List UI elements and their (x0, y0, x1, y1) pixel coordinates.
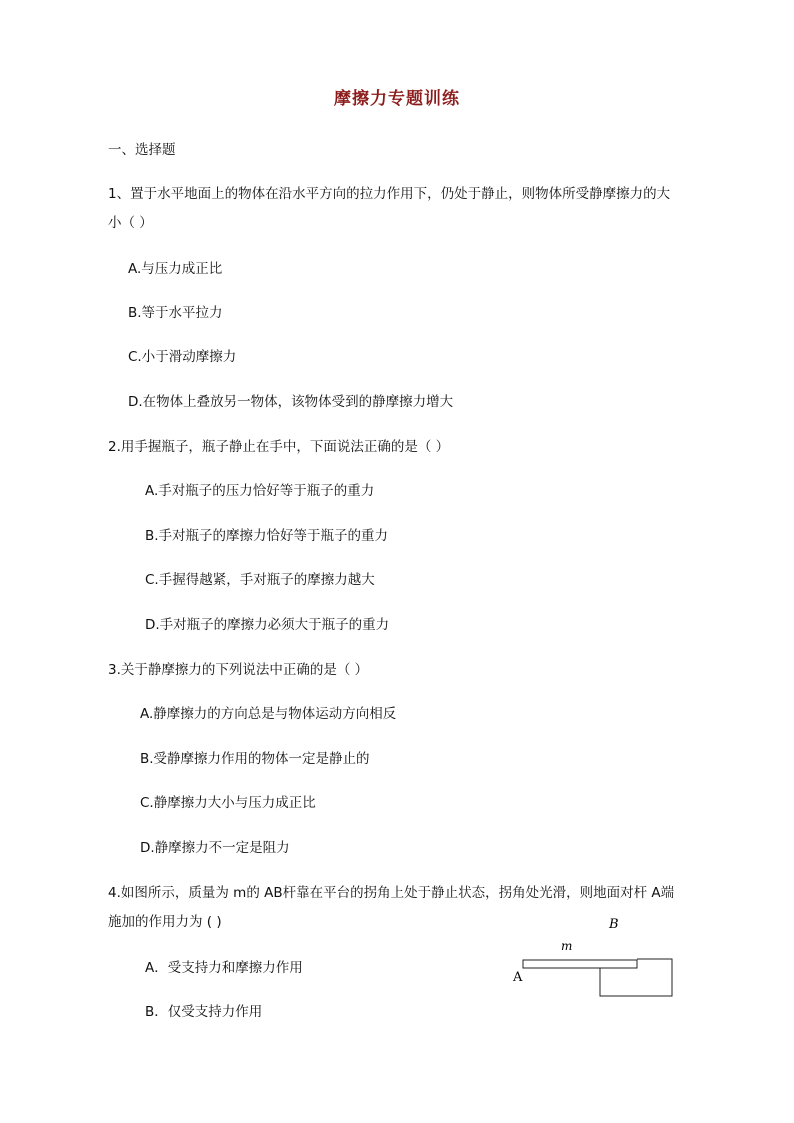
q1-stem-line2: 小（ ） (108, 215, 153, 231)
q1-option-c: C.小于滑动摩擦力 (128, 349, 237, 365)
q4-stem-line1: 4.如图所示，质量为 m的 AB杆靠在平台的拐角上处于静止状态，拐角处光滑，则地面对杆 A端 (108, 885, 675, 901)
q2-stem: 2.用手握瓶子，瓶子静止在手中，下面说法正确的是（ ） (108, 439, 450, 455)
q3-stem: 3.关于静摩擦力的下列说法中正确的是（ ） (108, 662, 369, 678)
q3-option-c: C.静摩擦力大小与压力成正比 (140, 795, 316, 811)
q2-option-d: D.手对瓶子的摩擦力必须大于瓶子的重力 (145, 617, 390, 633)
q2-option-a: A.手对瓶子的压力恰好等于瓶子的重力 (145, 483, 375, 499)
q3-option-a: A.静摩擦力的方向总是与物体运动方向相反 (140, 706, 397, 722)
q1-stem-line1: 1、置于水平地面上的物体在沿水平方向的拉力作用下，仍处于静止，则物体所受静摩擦力的大 (108, 186, 671, 202)
q2-option-c: C.手握得越紧，手对瓶子的摩擦力越大 (145, 572, 375, 588)
q1-option-d: D.在物体上叠放另一物体，该物体受到的静摩擦力增大 (128, 394, 454, 410)
figure-label-a: A (513, 970, 523, 985)
q1-option-a: A.与压力成正比 (128, 261, 223, 277)
page-title: 摩擦力专题训练 (334, 89, 460, 109)
q4-option-b: B．仅受支持力作用 (145, 1004, 263, 1020)
figure-label-b: B (609, 917, 619, 932)
rod-ab (523, 960, 637, 968)
q4-option-a: A．受支持力和摩擦力作用 (145, 960, 303, 976)
q4-stem-line2: 施加的作用力为 ( ) (108, 914, 222, 930)
q3-option-b: B.受静摩擦力作用的物体一定是静止的 (140, 751, 370, 767)
q2-option-b: B.手对瓶子的摩擦力恰好等于瓶子的重力 (145, 528, 389, 544)
rod-on-platform-figure (505, 908, 685, 1008)
platform-block (600, 959, 672, 996)
section-heading: 一、选择题 (108, 142, 176, 158)
q3-option-d: D.静摩擦力不一定是阻力 (140, 840, 290, 856)
figure-label-m: m (561, 939, 573, 953)
q1-option-b: B.等于水平拉力 (128, 305, 223, 321)
